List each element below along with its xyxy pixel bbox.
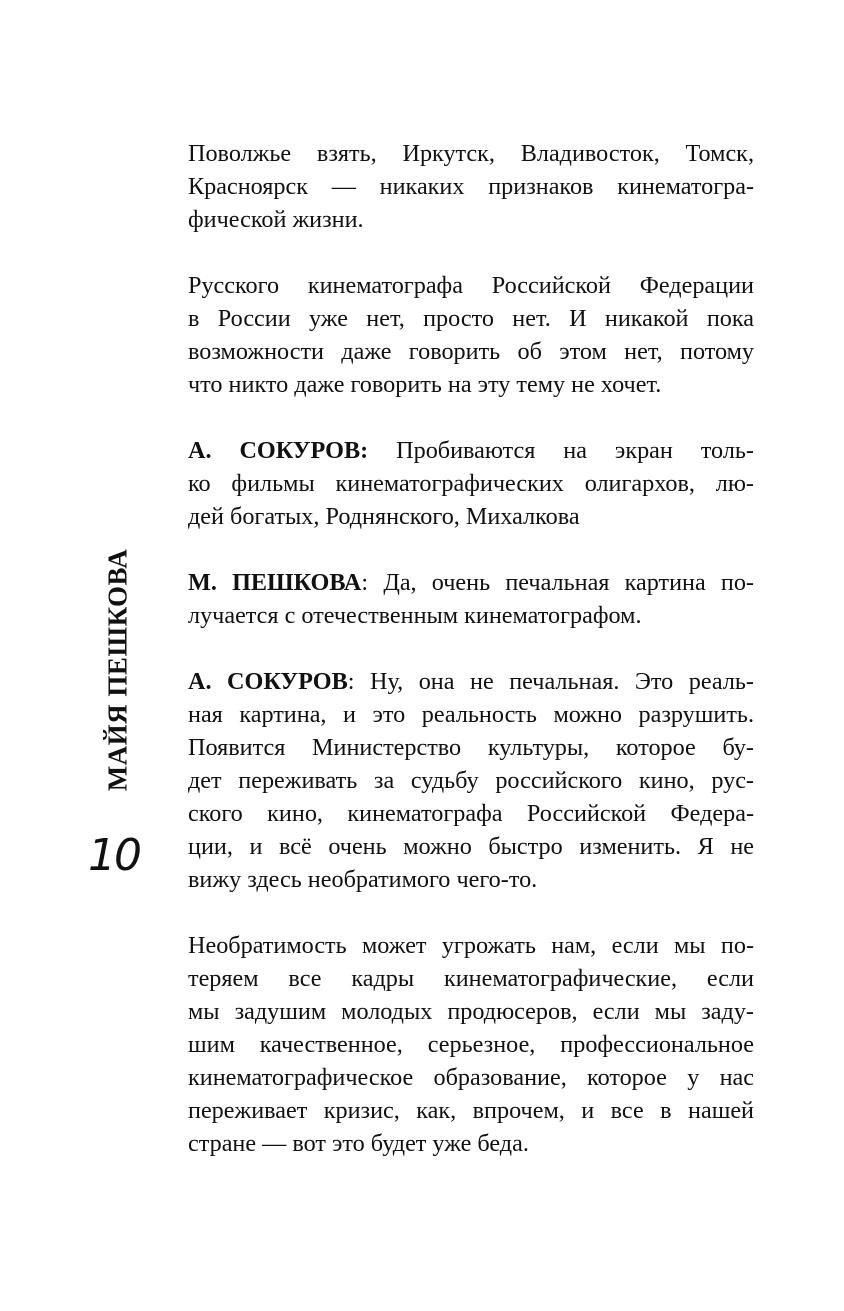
running-head	[92, 548, 144, 792]
text-line: ная картина, и это реальность можно разрушить.	[188, 701, 754, 728]
text-line: Поволжье взять, Иркутск, Владивосток, Томск,	[188, 140, 754, 167]
text-line	[188, 665, 754, 698]
paragraph	[188, 137, 754, 236]
text-line: ции, и всё очень можно быстро изменить. Я не	[188, 833, 754, 860]
text-line: Русского кинематографа Российской Федерации	[188, 272, 754, 299]
running-head-author: МАЙЯ ПЕШКОВА	[102, 548, 133, 792]
text-line: возможности даже говорить об этом нет, потому	[188, 338, 754, 365]
text-line	[188, 566, 754, 599]
page-number: 10	[88, 830, 140, 881]
text-line: переживает кризис, как, впрочем, и все в нашей	[188, 1097, 754, 1124]
paragraph	[188, 929, 754, 1160]
text-line: стране — вот это будет уже беда.	[188, 1130, 529, 1157]
text-line	[188, 434, 754, 467]
text-line: лучается с отечественным кинематографом.	[188, 602, 642, 629]
speech-text: : Да, очень печальная картина по-	[361, 569, 754, 596]
text-line: дей богатых, Роднянского, Михалкова	[188, 503, 580, 530]
speech-text: : Ну, она не печальная. Это реаль-	[347, 668, 754, 695]
text-line: ко фильмы кинематографических олигархов, лю-	[188, 470, 754, 497]
body-text	[188, 137, 754, 1160]
text-line: в России уже нет, просто нет. И никакой пока	[188, 305, 754, 332]
speaker-name: М. ПЕШКОВА	[188, 569, 362, 596]
dialogue-paragraph	[188, 434, 754, 533]
text-line: Необратимость может угрожать нам, если мы по-	[188, 932, 754, 959]
text-line: ского кино, кинематографа Российской Федера-	[188, 800, 754, 827]
text-line: дет переживать за судьбу российского кино, рус-	[188, 767, 754, 794]
text-line: кинематографическое образование, которое у нас	[188, 1064, 754, 1091]
text-line: Появится Министерство культуры, которое бу-	[188, 734, 754, 761]
speaker-name: А. СОКУРОВ	[188, 668, 348, 695]
text-line: что никто даже говорить на эту тему не хочет.	[188, 371, 662, 398]
text-line: теряем все кадры кинематографические, если	[188, 965, 754, 992]
speech-text: Пробиваются на экран толь-	[368, 437, 754, 464]
text-line: мы задушим молодых продюсеров, если мы заду-	[188, 998, 754, 1025]
dialogue-paragraph	[188, 665, 754, 896]
text-line: Красноярск — никаких признаков кинематогра-	[188, 173, 754, 200]
paragraph	[188, 269, 754, 401]
text-line: фической жизни.	[188, 206, 364, 233]
text-line: шим качественное, серьезное, профессиональное	[188, 1031, 754, 1058]
text-line: вижу здесь необратимого чего-то.	[188, 866, 538, 893]
speaker-name: А. СОКУРОВ:	[188, 437, 369, 464]
dialogue-paragraph	[188, 566, 754, 632]
